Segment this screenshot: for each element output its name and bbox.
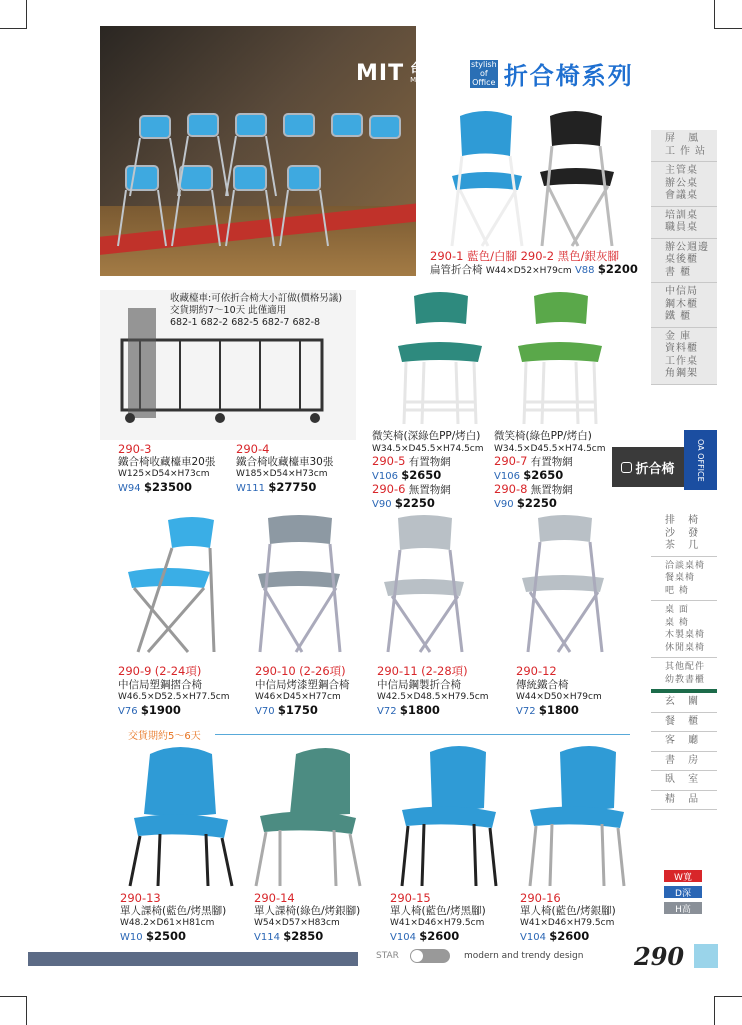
sidebar-item[interactable]: 洽談桌椅 餐桌椅 吧 椅 <box>651 557 717 602</box>
caption-290-3: 290-3 鐵合椅收藏檯車20張 W125×D54×H73cm W94 $23500 <box>118 442 216 494</box>
product-name: 扁管折合椅 <box>430 263 483 276</box>
sidebar-item[interactable]: 玄 關 <box>651 693 717 713</box>
chair-290-14 <box>256 748 360 886</box>
caption-290-11: 290-11 (2-28項) 中信局鋼製折合椅 W42.5×D48.5×H79.5cm V72 $1800 <box>377 664 489 717</box>
depth-badge: D深 <box>664 886 702 898</box>
oa-office-tab[interactable]: OA OFFICE <box>684 430 717 490</box>
chair-290-15 <box>402 746 496 886</box>
sidebar-item[interactable]: 主管桌 辦公桌 會議桌 <box>651 162 717 207</box>
page-tab <box>694 944 718 968</box>
sidebar-item[interactable]: 精 品 <box>651 791 717 811</box>
chair-290-16 <box>530 746 624 886</box>
caption-290-13: 290-13 單人課椅(藍色/烤黑腳) W48.2×D61×H81cm W10 $2500 <box>120 891 227 943</box>
chair-290-12 <box>522 515 604 652</box>
toggle-icon <box>410 949 450 963</box>
teal-smile-chair <box>398 292 482 424</box>
product-code: 290-1 藍色/白腳 290-2 黑色/銀灰腳 <box>430 249 620 263</box>
smile-chairs-image <box>384 290 624 430</box>
sidebar-item[interactable]: 排 椅 沙 發 茶 几 <box>651 512 717 557</box>
category-sidebar-bottom <box>651 512 717 810</box>
sidebar-item[interactable]: 金 庫 資料櫃 工作桌 角鋼架 <box>651 328 717 385</box>
black-folding-chair <box>540 111 614 246</box>
sidebar-item[interactable]: 書 房 <box>651 752 717 772</box>
crop-mark-top-left <box>0 0 27 29</box>
caption-290-10: 290-10 (2-26項) 中信局烤漆塑鋼合椅 W46×D45×H77cm V70 $1750 <box>255 664 350 717</box>
stylish-office-badge: stylish of Office <box>470 60 497 87</box>
blue-folding-chair <box>452 111 522 246</box>
sidebar-item[interactable]: 培訓桌 職員桌 <box>651 207 717 239</box>
caption-290-9: 290-9 (2-24項) 中信局塑鋼摺合椅 W46.5×D52.5×H77.5cm V76 $1900 <box>118 664 230 717</box>
sidebar-item[interactable]: 臥 室 <box>651 771 717 791</box>
footer-tagline: modern and trendy design <box>464 951 584 961</box>
brand-header <box>356 56 634 91</box>
crop-mark-top-right <box>714 0 742 29</box>
chair-290-11 <box>384 515 464 652</box>
row4-chairs-image <box>120 744 630 890</box>
chair-290-10 <box>258 515 340 652</box>
caption-290-1-2 <box>430 250 638 277</box>
crop-mark-bottom-right <box>714 996 742 1025</box>
sidebar-item[interactable]: 屏 風 工作站 <box>651 130 717 162</box>
sidebar-item[interactable]: 客 廳 <box>651 732 717 752</box>
caption-290-14: 290-14 單人課椅(綠色/烤銀腳) W54×D57×H83cm V114 $2850 <box>254 891 361 943</box>
caption-290-12: 290-12 傳統鐵合椅 W44×D50×H79cm V72 $1800 <box>516 664 602 717</box>
chair-290-1-2-image <box>430 106 640 251</box>
instagram-icon <box>621 462 632 473</box>
height-badge: H高 <box>664 902 702 914</box>
footer-bar <box>28 952 358 966</box>
green-smile-chair <box>518 292 602 424</box>
chair-290-9 <box>128 517 214 652</box>
page-number: 290 <box>634 942 685 971</box>
sidebar-item[interactable]: 辦公週邊 桌後櫃 書 櫃 <box>651 239 717 284</box>
footer-star: STAR <box>376 951 399 961</box>
product-dimensions: W44×D52×H79cm <box>485 265 572 276</box>
caption-290-7-8: 微笑椅(綠色PP/烤白) W34.5×D45.5×H74.5cm 290-7 有置物網 V106 $2650 290-8 無置物網 V90 $2250 <box>494 430 606 510</box>
caption-290-15: 290-15 單人椅(藍色/烤黑腳) W41×D46×H79.5cm V104 $2600 <box>390 891 486 943</box>
sidebar-item[interactable]: 其他配件 幼教書櫃 <box>651 658 717 693</box>
category-sidebar <box>651 130 717 385</box>
folding-chair-tag[interactable]: 折合椅 <box>612 447 684 487</box>
sidebar-item[interactable]: 桌 面 桌 椅 木製桌椅 休閒桌椅 <box>651 601 717 658</box>
cart-note: 收藏檯車:可依折合椅大小訂做(價格另議) 交貨期約7〜10天 此僅適用 682-1 682-2 682-5 682-7 682-8 <box>170 293 343 328</box>
product-price: $2200 <box>597 261 638 276</box>
caption-290-4: 290-4 鐵合椅收藏檯車30張 W185×D54×H73cm W111 $27750 <box>236 442 334 494</box>
delivery-note: 交貨期約5〜6天 <box>128 731 201 742</box>
crop-mark-bottom-left <box>0 996 27 1025</box>
mit-logo: MIT <box>356 61 405 86</box>
caption-290-16: 290-16 單人椅(藍色/烤銀腳) W41×D46×H79.5cm V104 $2600 <box>520 891 616 943</box>
sidebar-item[interactable]: 中信局 鋼木櫃 鐵 櫃 <box>651 283 717 328</box>
row3-chairs-image <box>118 512 638 662</box>
chair-290-13 <box>130 747 232 886</box>
divider-line <box>215 734 630 735</box>
width-badge: W寬 <box>664 870 702 882</box>
price-code: V88 <box>574 264 595 276</box>
series-title: 折合椅系列 <box>503 62 634 90</box>
caption-290-5-6: 微笑椅(深綠色PP/烤白) W34.5×D45.5×H74.5cm 290-5 有置物網 V106 $2650 290-6 無置物網 V90 $2250 <box>372 430 484 510</box>
made-in-taiwan: 台灣製造 Made in Taiwan <box>410 60 464 84</box>
sidebar-item[interactable]: 餐 櫃 <box>651 713 717 733</box>
